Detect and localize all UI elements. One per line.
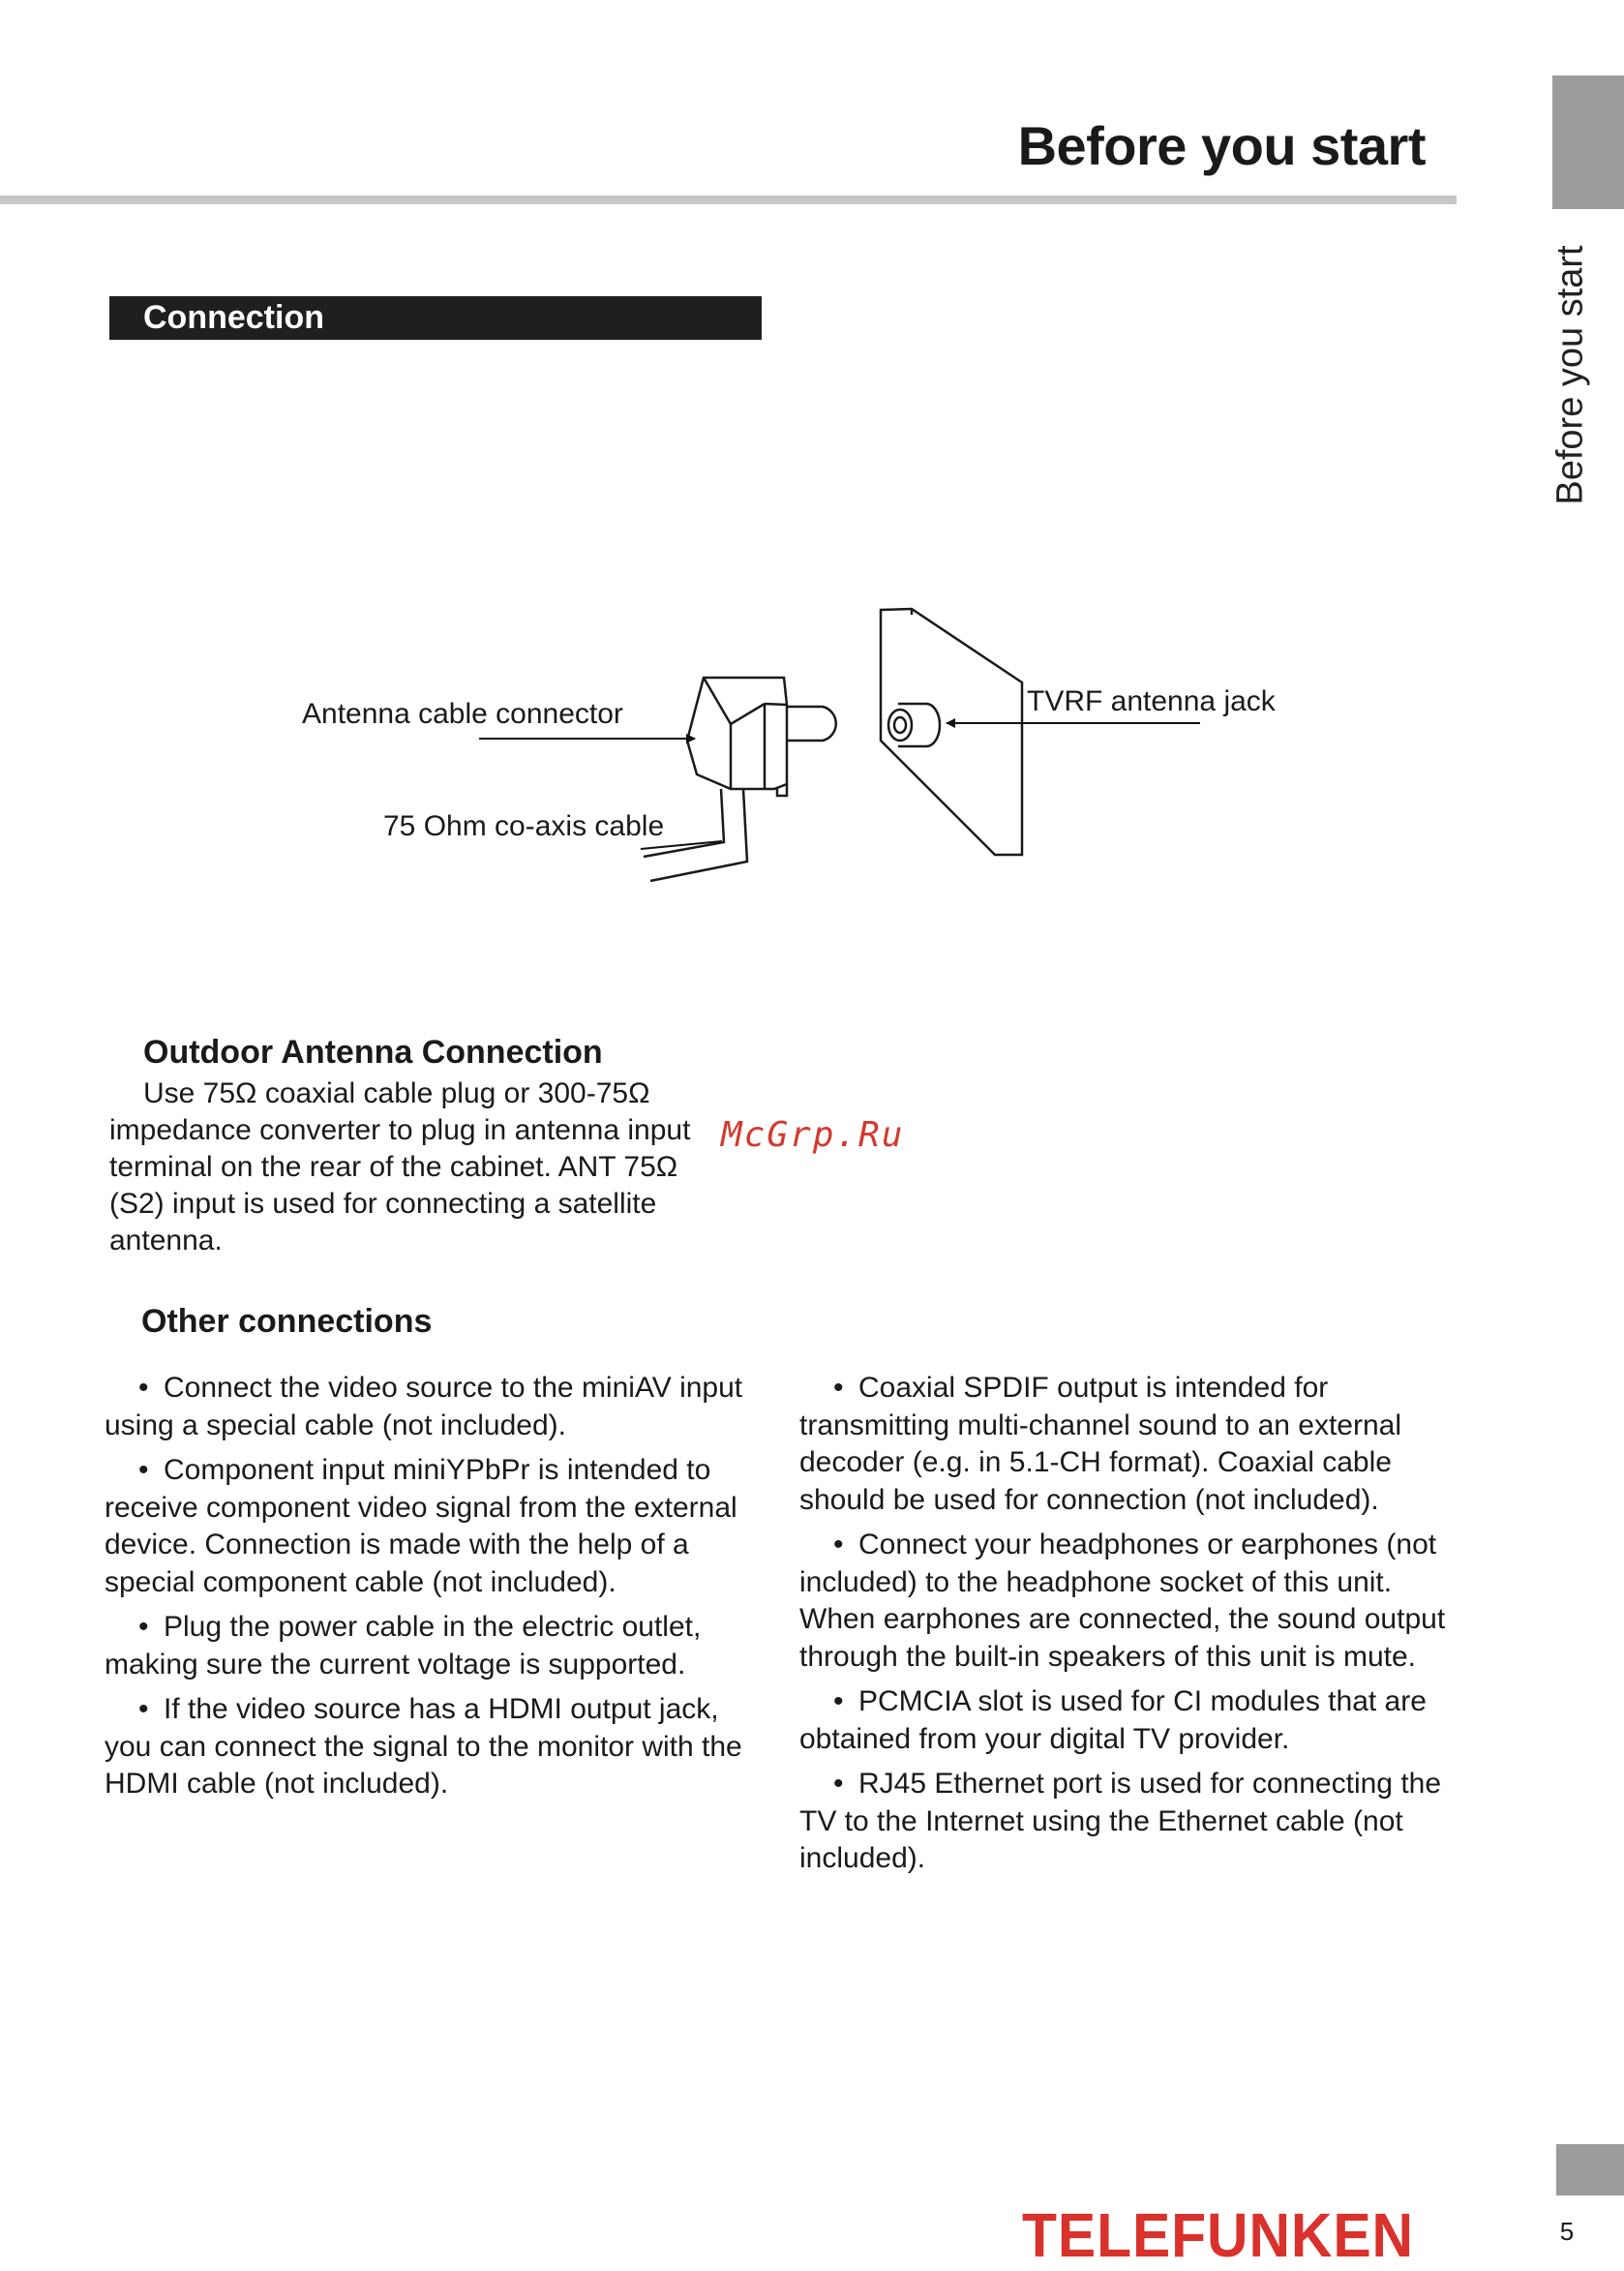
side-label — [1547, 237, 1595, 513]
watermark: McGrp.Ru — [721, 1115, 905, 1155]
bullet: • — [138, 1372, 149, 1404]
bullet: • — [138, 1454, 149, 1486]
bullet: • — [833, 1372, 844, 1404]
list-item: • Component input miniYPbPr is intended to receive component video signal from the external device. Connection is made with the help of a special component cable (not included). — [105, 1454, 737, 1598]
page-title: Before you start — [1017, 115, 1426, 176]
label-antenna-cable-connector: Antenna cable connector — [302, 698, 623, 730]
list-item: • If the video source has a HDMI output jack, you can connect the signal to the monitor with the HDMI cable (not included). — [105, 1693, 742, 1800]
bullet: • — [138, 1693, 149, 1725]
page-tab — [1556, 2144, 1624, 2195]
tv-panel-drawing — [881, 609, 1022, 855]
title-rule — [0, 196, 1457, 204]
outdoor-line: terminal on the rear of the cabinet. ANT 75Ω — [109, 1151, 678, 1183]
antenna-plug-drawing — [644, 678, 836, 881]
outdoor-line: (S2) input is used for connecting a satellite — [109, 1188, 657, 1220]
section-title-bar: Connection — [109, 296, 762, 340]
label-tvrf-jack: TVRF antenna jack — [1027, 685, 1276, 717]
list-item: • RJ45 Ethernet port is used for connecting the TV to the Internet using the Ethernet cable (not included). — [799, 1768, 1442, 1874]
other-right-column — [799, 1370, 1458, 1886]
list-item: • Coaxial SPDIF output is intended for transmitting multi-channel sound to an external decoder (e.g. in 5.1-CH format). Coaxial cable should be used for connection (not included). — [799, 1372, 1402, 1516]
outdoor-heading: Outdoor Antenna Connection — [143, 1034, 603, 1071]
outdoor-line: impedance converter to plug in antenna input — [109, 1114, 691, 1146]
diagram-svg — [281, 595, 1345, 905]
list-item: • PCMCIA slot is used for CI modules that are obtained from your digital TV provider. — [799, 1685, 1427, 1755]
list-item: • Connect the video source to the miniAV input using a special cable (not included). — [105, 1372, 743, 1441]
side-label-text: Before you start — [1549, 245, 1591, 505]
bullet: • — [833, 1529, 844, 1560]
side-tab — [1552, 76, 1624, 209]
other-left-column — [105, 1370, 755, 1811]
bullet: • — [138, 1611, 149, 1643]
outdoor-line: Use 75Ω coaxial cable plug or 300-75Ω — [143, 1077, 650, 1109]
brand-logo: TELEFUNKEN — [1022, 2200, 1415, 2270]
bullet: • — [833, 1685, 844, 1717]
label-coax-cable: 75 Ohm co-axis cable — [383, 810, 665, 842]
outdoor-paragraph — [109, 1075, 748, 1259]
outdoor-line: antenna. — [109, 1225, 223, 1257]
list-item: • Connect your headphones or earphones (not included) to the headphone socket of this unit. When earphones are connected, the sound output through the built-in speakers of this unit is mute. — [799, 1529, 1446, 1673]
other-heading: Other connections — [141, 1303, 433, 1340]
list-item: • Plug the power cable in the electric outlet, making sure the current voltage is supported. — [105, 1611, 702, 1681]
antenna-connection-diagram — [281, 595, 1345, 905]
page-number: 5 — [1559, 2217, 1575, 2246]
bullet: • — [833, 1768, 844, 1800]
